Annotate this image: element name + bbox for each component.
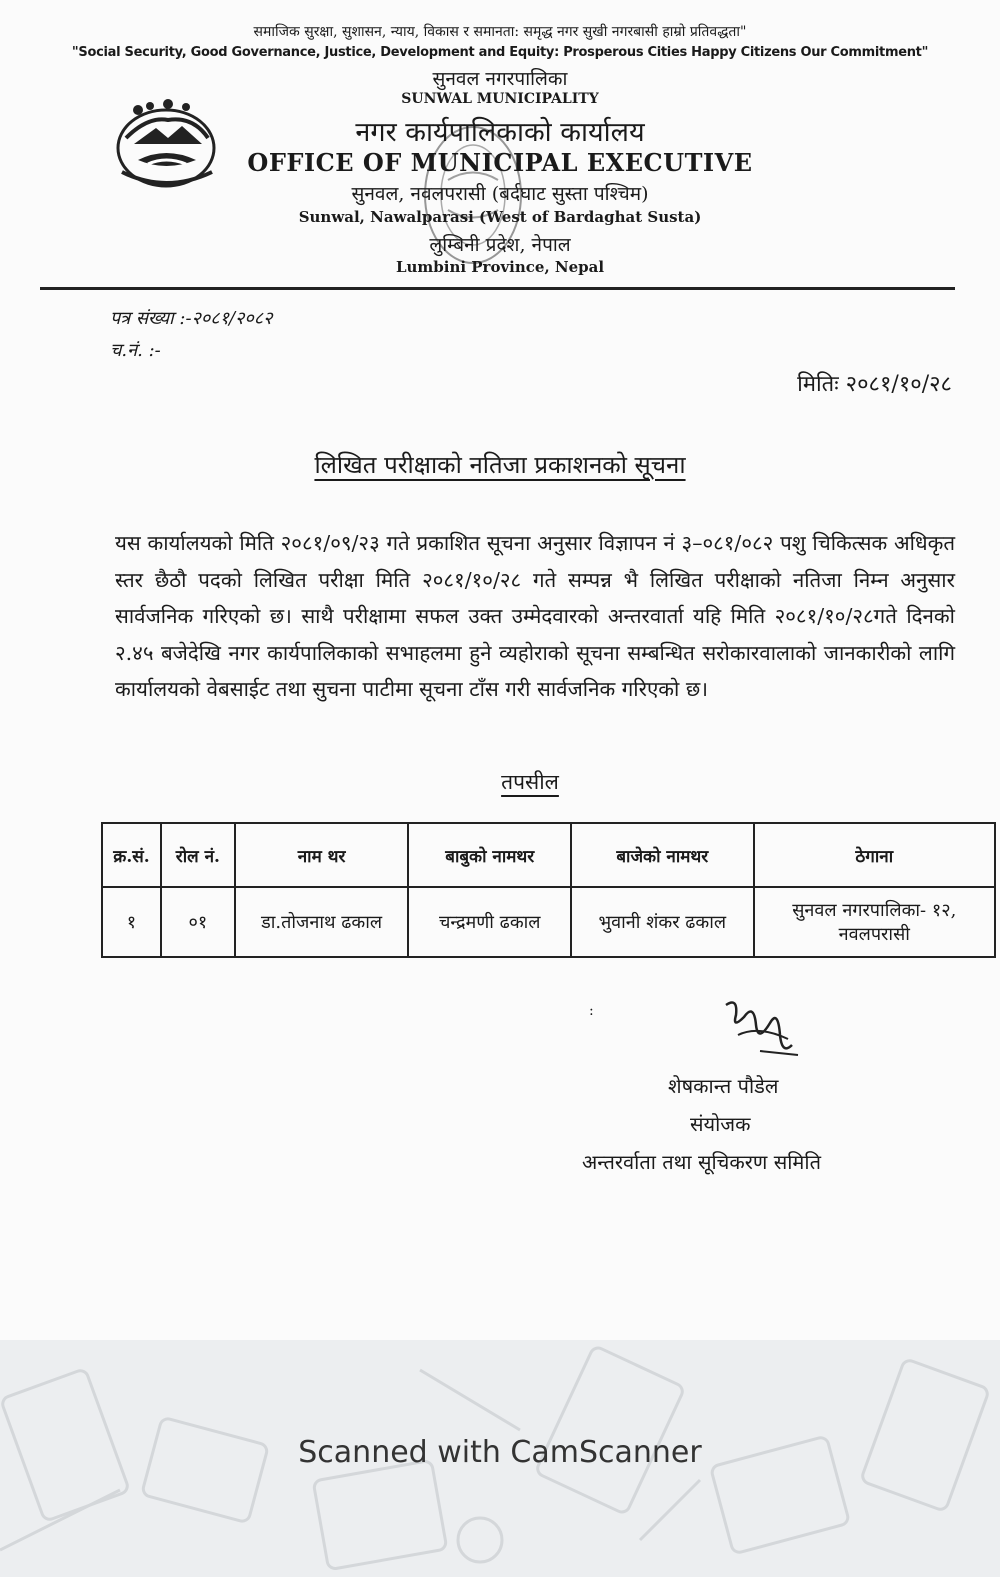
stray-mark: : xyxy=(589,1003,594,1019)
address-english: Sunwal, Nawalparasi (West of Bardaghat Susta) xyxy=(298,208,702,226)
table-row xyxy=(102,887,995,957)
signatory-position: संयोजक xyxy=(690,1112,751,1136)
scanner-watermark-text: Scanned with CamScanner xyxy=(298,1435,702,1470)
notice-title-wrapper xyxy=(0,448,1000,481)
notice-title: लिखित परीक्षाको नतिजा प्रकाशनको सूचना xyxy=(314,451,686,479)
results-table xyxy=(101,822,996,958)
dispatch-number: च.नं. :- xyxy=(110,340,161,361)
municipality-name-nepali: सुनवल नगरपालिका xyxy=(432,68,568,90)
signatory-name: शेषकान्त पौडेल xyxy=(668,1074,779,1098)
cell-roll: ०१ xyxy=(161,887,235,957)
cell-grandfather: भुवानी शंकर ढकाल xyxy=(571,887,753,957)
notice-body: यस कार्यालयको मिति २०८१/०९/२३ गते प्रकाशित सूचना अनुसार विज्ञापन नं ३–०८१/०८२ पशु चिकित्सक अधिकृत स्तर छैठौ पदको लिखित परीक्षा मिति २०८१/१०/२८ गते सम्पन्न भै लिखित परीक्षाको नतिजा निम्न अनुसार सार्वजनिक गरिएको छ। साथै परीक्षामा सफल उक्त उम्मेदवारको अन्तरवार्ता यहि मिति २०८१/१०/२८गते दिनको २.४५ बजेदेखि नगर कार्यपालिकाको सभाहलमा हुने व्यहोराको सूचना सम्बन्धित सरोकारवालाको जानकारीको लागि कार्यालयको वेबसाईट तथा सुचना पाटीमा सूचना टाँस गरी सार्वजनिक गरिएको छ। xyxy=(115,531,955,701)
letter-date: मितिः २०८१/१०/२८ xyxy=(797,372,952,397)
column-header-serial: क्र.सं. xyxy=(102,823,161,887)
signature-scribble-icon xyxy=(718,995,803,1065)
column-header-grandfather: बाजेको नामथर xyxy=(571,823,753,887)
column-header-address: ठेगाना xyxy=(754,823,995,887)
municipality-name-english: SUNWAL MUNICIPALITY xyxy=(401,91,599,107)
cell-name: डा.तोजनाथ ढकाल xyxy=(235,887,409,957)
province-english: Lumbini Province, Nepal xyxy=(395,258,605,276)
signatory-committee: अन्तरर्वाता तथा सूचिकरण समिति xyxy=(582,1150,821,1174)
address-nepali: सुनवल, नवलपरासी (बर्दघाट सुस्ता पश्चिम) xyxy=(351,183,649,205)
office-name-english: OFFICE OF MUNICIPAL EXECUTIVE xyxy=(247,148,753,177)
reference-number: पत्र संख्या :-२०८१/२०८२ xyxy=(110,308,273,329)
table-header-row xyxy=(102,823,995,887)
details-heading: तपसील xyxy=(501,770,559,794)
province-nepali: लुम्बिनी प्रदेश, नेपाल xyxy=(429,234,571,256)
cell-father: चन्द्रमणी ढकाल xyxy=(408,887,571,957)
header-divider xyxy=(40,287,955,290)
details-heading-wrapper xyxy=(0,768,1000,796)
column-header-name: नाम थर xyxy=(235,823,409,887)
cell-address: सुनवल नगरपालिका- १२, नवलपरासी xyxy=(754,887,995,957)
motto-english: "Social Security, Good Governance, Justice, Development and Equity: Prosperous Cities Happy Citizens Our Commitment" xyxy=(71,45,929,60)
office-name-nepali: नगर कार्यपालिकाको कार्यालय xyxy=(355,117,645,148)
motto-nepali: समाजिक सुरक्षा, सुशासन, न्याय, विकास र समानता: समृद्ध नगर सुखी नगरबासी हाम्रो प्रतिवद्धता" xyxy=(253,24,747,40)
column-header-roll: रोल नं. xyxy=(161,823,235,887)
column-header-father: बाबुको नामथर xyxy=(408,823,571,887)
cell-serial: १ xyxy=(102,887,161,957)
